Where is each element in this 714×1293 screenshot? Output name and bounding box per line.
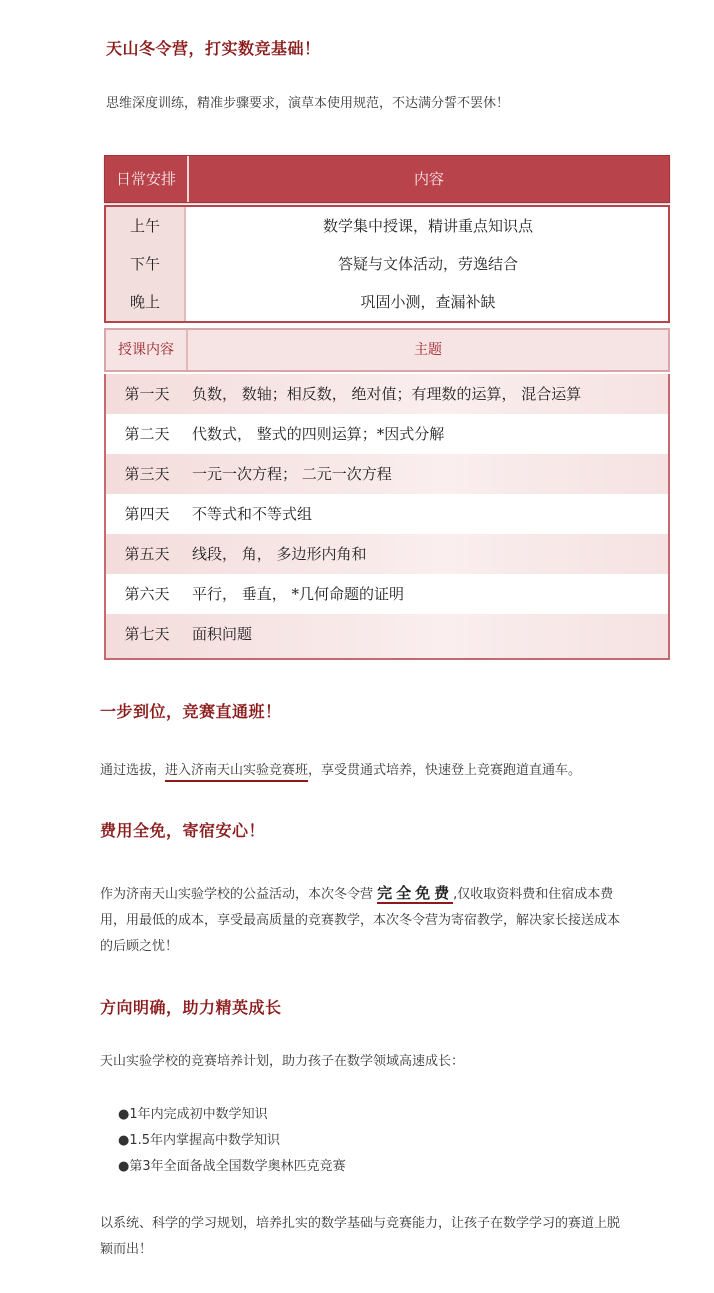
bullet-list: [118, 1102, 346, 1180]
para-line: 颖而出！: [100, 1242, 153, 1257]
highlight-competition-class: 进入济南天山实验竞赛班: [165, 763, 308, 782]
topics-table-header: [104, 328, 670, 372]
day-label: 第五天: [124, 545, 170, 563]
row-label: 上午: [106, 207, 186, 245]
row-label: 晚上: [106, 283, 186, 321]
header-daily-schedule: 日常安排: [105, 156, 189, 202]
para-text: ，享受贯通式培养，快速登上竞赛跑道直通车。: [308, 763, 582, 778]
day-topic: 面积问题: [192, 625, 253, 643]
table-row: [106, 494, 668, 534]
para-line: [100, 880, 690, 908]
schedule-image-table: [104, 155, 670, 660]
row-label: 下午: [106, 245, 186, 283]
schedule-table-header: [104, 155, 670, 203]
table-row: [106, 414, 668, 454]
day-label: 第一天: [124, 385, 170, 403]
header-theme: 主题: [414, 342, 442, 358]
section-heading-direct-class: 一步到位，竞赛直通班！: [100, 702, 282, 721]
table-row: [106, 614, 668, 658]
day-label: 第六天: [124, 585, 170, 603]
schedule-table-body: [104, 205, 670, 323]
table-row: [106, 454, 668, 494]
section-heading-free: 费用全免，寄宿安心！: [100, 821, 266, 840]
section-paragraph-plan: 天山实验学校的竞赛培养计划，助力孩子在数学领域高速成长：: [100, 1054, 465, 1069]
para-text: 通过选拔，: [100, 763, 166, 778]
header-content: 内容: [413, 170, 444, 188]
row-content: 数学集中授课，精讲重点知识点: [322, 217, 533, 235]
section-paragraph-training: 思维深度训练，精准步骤要求，演草本使用规范，不达满分誓不罢休！: [106, 96, 510, 111]
header-course-content: 授课内容: [106, 330, 188, 370]
table-row: [106, 574, 668, 614]
table-row: [106, 283, 668, 321]
day-topic: 不等式和不等式组: [192, 505, 313, 523]
section-paragraph-closing: [100, 1211, 690, 1263]
para-line: 的后顾之忧！: [100, 939, 179, 954]
day-topic: 一元一次方程； 二元一次方程: [192, 465, 392, 483]
table-row: [106, 207, 668, 245]
day-topic: 线段， 角， 多边形内角和: [192, 545, 367, 563]
row-content: 巩固小测，查漏补缺: [360, 293, 496, 311]
para-line: 用，用最低的成本，享受最高质量的竞赛教学，本次冬令营为寄宿教学，解决家长接送成本: [100, 913, 621, 928]
section-paragraph-selection: [100, 758, 581, 784]
section-heading-direction: 方向明确，助力精英成长: [100, 998, 282, 1017]
para-text: ,仅收取资料费和住宿成本费: [453, 887, 614, 902]
day-label: 第四天: [124, 505, 170, 523]
table-row: [106, 534, 668, 574]
day-topic: 负数， 数轴；相反数， 绝对值；有理数的运算， 混合运算: [192, 385, 582, 403]
para-line: 以系统、科学的学习规划，培养扎实的数学基础与竞赛能力，让孩子在数学学习的赛道上脱: [100, 1216, 621, 1231]
section-paragraph-free: [100, 880, 690, 960]
table-row: [106, 245, 668, 283]
list-item: ●1.5年内掌握高中数学知识: [118, 1133, 281, 1148]
day-label: 第三天: [124, 465, 170, 483]
row-content: 答疑与文体活动，劳逸结合: [337, 255, 518, 273]
para-text: 作为济南天山实验学校的公益活动，本次冬令营: [100, 887, 374, 902]
section-heading-winter-camp: 天山冬令营，打实数竞基础！: [106, 39, 321, 58]
day-topic: 代数式， 整式的四则运算；*因式分解: [192, 425, 445, 443]
table-row: [106, 374, 668, 414]
day-topic: 平行， 垂直， *几何命题的证明: [192, 585, 405, 603]
highlight-free: 完全免费: [377, 884, 454, 902]
topics-table-body: [104, 374, 670, 660]
day-label: 第二天: [124, 425, 170, 443]
list-item: ●第3年全面备战全国数学奥林匹克竞赛: [118, 1159, 346, 1174]
list-item: ●1年内完成初中数学知识: [118, 1107, 268, 1122]
day-label: 第七天: [124, 625, 170, 643]
